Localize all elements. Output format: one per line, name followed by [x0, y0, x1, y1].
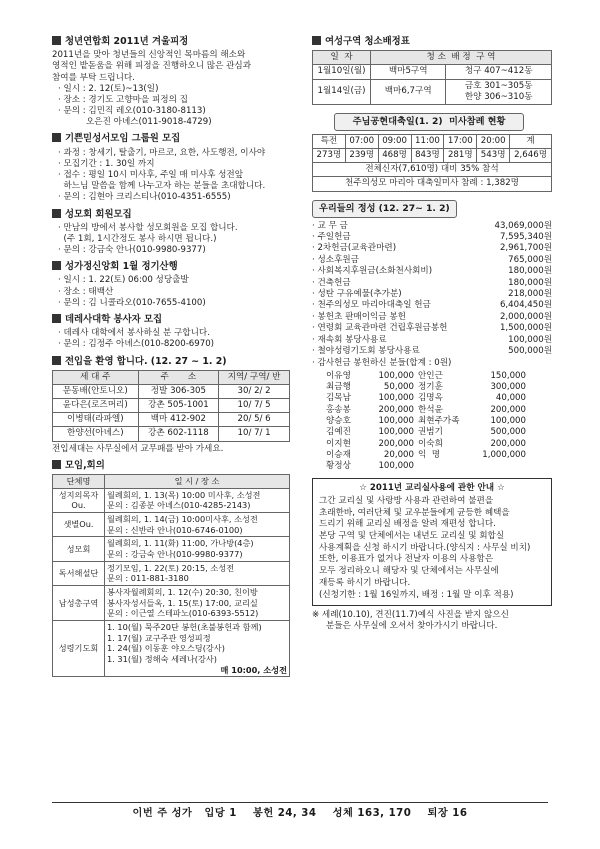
cell: 281명	[444, 149, 477, 163]
donor-name: 양승호	[326, 416, 351, 427]
donor-amount: 50,000	[383, 382, 414, 393]
notice-line: 사용계획을 신청 하시기 바랍니다.(양식지 : 사무실 비치)	[319, 542, 531, 553]
cell: 이병태(라파엘)	[53, 413, 139, 427]
bible-line: · 접수 : 평일 10시 미사후, 주일 매 미사후 성전앞	[58, 169, 244, 180]
cell-line: 한양 306~310동	[464, 91, 533, 102]
square-bullet-icon	[52, 261, 61, 270]
meeting-line: 봉사자월례회의, 1. 12(수) 20:30, 친이방	[107, 586, 258, 597]
donor-amount: 100,000	[378, 393, 414, 404]
donor-name: 김예진	[326, 427, 351, 438]
cell: 백마6,7구역	[371, 79, 446, 104]
item-label: · 사회복지후원금(소화천사회비)	[312, 266, 433, 277]
meeting-line: 1. 31(월) 정해숙 세레나(강사)	[107, 653, 217, 664]
item-label: · 2차헌금(교육관마련)	[312, 243, 397, 254]
donor-amount: 200,000	[490, 404, 526, 415]
square-bullet-icon	[52, 209, 61, 218]
column-header: 지역/ 구역/ 반	[219, 370, 290, 384]
donor-name: 익 명	[418, 450, 441, 461]
table-row	[53, 537, 290, 561]
square-bullet-icon	[312, 36, 321, 45]
attendance-total: 전체신자(7,610명) 대비 35% 참석	[313, 163, 552, 177]
list-item	[312, 232, 552, 243]
notice-title: ☆ 2011년 교리실사용에 관한 안내 ☆	[359, 482, 505, 493]
table-row	[53, 427, 290, 441]
cell: 문동배(안토니오)	[53, 384, 139, 398]
column-header: 11:00	[411, 134, 444, 148]
list-item	[312, 255, 552, 266]
square-bullet-icon	[52, 133, 61, 142]
donor-name: 이승재	[326, 450, 351, 461]
donor-amount: 40,000	[495, 393, 526, 404]
table-row	[53, 384, 290, 398]
column-header: 특전	[313, 134, 346, 148]
item-amount: 2,961,700원	[499, 243, 552, 254]
square-bullet-icon	[52, 314, 61, 323]
welcome-table	[52, 370, 290, 442]
meeting-line: 문의 : 김종분 아녜스(010-4285-2143)	[107, 500, 251, 511]
hiking-line: · 장소 : 태백산	[58, 286, 114, 297]
hiking-title: 성가정신앙회 1월 정기산행	[65, 261, 178, 273]
hiking-line: · 문의 : 김 니콜라오(010-7655-4100)	[58, 297, 206, 308]
cell: 1월14일(금)	[313, 79, 371, 104]
donor-amount: 150,000	[490, 370, 526, 381]
sodality-line: · 문의 : 강금숙 안나(010-9980-9377)	[58, 245, 206, 256]
list-item	[312, 346, 552, 357]
donor-name: 이지현	[326, 438, 351, 449]
meetings-section	[52, 460, 302, 677]
table-row	[53, 399, 290, 413]
list-item	[312, 221, 552, 232]
welcome-section	[52, 356, 302, 455]
hiking-line: · 일시 : 1. 22(토) 06:00 성당출발	[58, 275, 189, 286]
donor-grid	[326, 371, 552, 473]
column-header: 단체명	[53, 475, 105, 489]
section-title	[312, 36, 552, 48]
notice-line: 그간 교리실 및 사랑방 사용과 관련하여 불편을	[319, 496, 494, 506]
hymn-footer: 이번 주 성가 입당 1 봉헌 24, 34 성체 163, 170 퇴장 16	[52, 802, 548, 820]
item-amount: 6,404,450원	[499, 300, 552, 311]
item-label: · 봉헌초 판매이익금 봉헌	[312, 311, 406, 322]
table-row	[53, 561, 290, 585]
meeting-line: 봉사자성서들옥, 1. 15(토) 17:00, 교리실	[107, 597, 258, 608]
item-amount: 100,000원	[508, 334, 552, 345]
table-row	[53, 620, 290, 676]
donor-amount: 200,000	[378, 404, 414, 415]
intro-line: 영적인 밭돋움을 위해 피정을 진행하오니 많은 관심과	[52, 61, 252, 72]
footnote-line: 분들은 사무실에 오셔서 찾아가시기 바랍니다.	[326, 621, 498, 632]
donor-amount: 100,000	[378, 427, 414, 438]
column-header: 20:00	[477, 134, 510, 148]
volunteer-section	[52, 314, 302, 351]
meeting-line: 문의 : 이근열 스테파노(010-6393-5512)	[107, 608, 259, 619]
cell: 백마 412-902	[138, 413, 219, 427]
column-header: 세 대 주	[53, 370, 139, 384]
section-title	[52, 314, 302, 326]
group-name: 독서해설단	[53, 561, 105, 585]
meeting-line: 1. 10(월) 묵주20단 봉헌(초불봉헌과 함께)	[107, 621, 262, 632]
bible-line: · 문의 : 김현아 크리스티나(010-4351-6555)	[58, 192, 231, 203]
list-item	[312, 300, 552, 311]
donor-amount: 100,000	[378, 370, 414, 381]
thanks-heading: · 감사헌금 봉헌하신 분들(합계 : 0원)	[312, 357, 452, 368]
donor-amount: 100,000	[378, 461, 414, 472]
welcome-note: 전입세대는 사무실에서 교무패를 받아 가세요.	[52, 443, 224, 454]
table-row	[313, 65, 552, 79]
cell-line: 금호 301~305동	[464, 80, 533, 91]
cleaning-title: 여성구역 청소배정표	[325, 36, 410, 47]
square-bullet-icon	[52, 36, 61, 45]
cleaning-section	[312, 36, 552, 105]
list-item	[312, 312, 552, 323]
cell: 10/ 7/ 1	[219, 427, 290, 441]
section-title	[52, 356, 302, 368]
item-amount: 500,000원	[508, 346, 552, 357]
list-item	[312, 278, 552, 289]
donor-name: 이유영	[326, 370, 351, 381]
donor-name: 황정상	[326, 461, 351, 472]
meeting-line: 정기모임, 1. 22(토) 20:15, 소성전	[107, 562, 235, 573]
welcome-title: 전입을 환영 합니다. (12. 27 ~ 1. 2)	[65, 355, 227, 367]
cell: 2,646명	[510, 149, 552, 163]
item-label: · 재속회 봉당사용료	[312, 334, 387, 345]
meeting-line: 문의 : 신반라 안나(010-6746-0100)	[107, 524, 243, 535]
bible-line: · 모집기간 : 1. 30일 까지	[58, 158, 155, 169]
attendance-section	[312, 113, 552, 192]
cell: 30/ 2/ 2	[219, 384, 290, 398]
list-item	[312, 266, 552, 277]
donor-amount: 500,000	[490, 427, 526, 438]
table-row	[53, 512, 290, 536]
donor-amount: 1,000,000	[482, 450, 526, 461]
item-label: · 건축헌금	[312, 277, 351, 288]
list-item	[312, 335, 552, 346]
item-label: · 천주의성모 마리아대축일 헌금	[312, 300, 431, 311]
donor-name: 한석윤	[418, 404, 443, 415]
group-name: 성지의목자Ou.	[53, 488, 105, 512]
bible-study-section	[52, 133, 302, 203]
donor-amount: 200,000	[490, 438, 526, 449]
youth-title: 청년연합회 2011년 겨울피정	[65, 36, 189, 47]
item-label: · 연령회 교육관마련 건립후원금봉헌	[312, 323, 448, 334]
volunteer-title: 데레사대학 봉사자 모집	[65, 313, 163, 325]
donor-name: 최금행	[326, 382, 351, 393]
attendance-title: 주님공현대축일(1. 2) 미사참례 현황	[334, 113, 524, 131]
cell: 843명	[411, 149, 444, 163]
square-bullet-icon	[52, 356, 61, 365]
sodality-line: (주 1회, 1시간정도 봉사 하시면 됩니다.)	[58, 233, 217, 244]
meeting-line: 문의 : 011-881-3180	[107, 573, 189, 584]
item-label: · 주일헌금	[312, 231, 351, 242]
group-name: 성모회	[53, 537, 105, 561]
list-item	[312, 289, 552, 300]
donor-name: 최현주가족	[418, 416, 460, 427]
table-row	[53, 413, 290, 427]
section-title	[52, 36, 302, 48]
notice-line: 본당 구역 및 단체에서는 내년도 교리실 및 회합실	[319, 531, 505, 542]
group-name: 남성총구역	[53, 585, 105, 620]
group-name: 성령기도회	[53, 620, 105, 676]
sodality-line: · 만남의 방에서 봉사할 성모회원을 모집 합니다.	[58, 222, 238, 233]
item-amount: 180,000원	[508, 277, 552, 288]
notice-line: 드리기 위해 교리실 배정을 알려 재편성 합니다.	[319, 519, 496, 530]
item-label: · 교 무 금	[312, 220, 348, 231]
volunteer-line: · 문의 : 김정주 아녜스(010-8200-6970)	[58, 339, 215, 350]
table-row	[313, 79, 552, 104]
retreat-contact: 오은진 아녜스(011-9018-4729)	[86, 117, 212, 128]
donor-amount: 100,000	[490, 416, 526, 427]
donor-name: 홍송봉	[326, 404, 351, 415]
column-header: 07:00	[345, 134, 378, 148]
retreat-date: · 일시 : 2. 12(토)~13(일)	[58, 83, 159, 94]
bible-title: 기쁜믿성서모임 그룹원 모집	[65, 133, 181, 145]
item-amount: 2,000,000원	[499, 311, 552, 322]
table-row	[313, 149, 552, 163]
bible-line: · 과정 : 창세기, 탈출기, 마르코, 요한, 사도행전, 이사야	[58, 147, 266, 158]
donor-name: 김명옥	[418, 393, 443, 404]
meeting-line: 1. 17(월) 교구주관 영성피정	[107, 632, 211, 643]
left-column	[52, 36, 302, 682]
cell: 한양선(아녜스)	[53, 427, 139, 441]
meetings-table	[52, 474, 290, 677]
item-label: · 성소후원금	[312, 254, 359, 265]
section-title	[52, 261, 302, 273]
notice-line: 모두 정리하오니 해당자 및 단체에서는 사무실에	[319, 566, 499, 577]
table-row	[53, 585, 290, 620]
item-label: · 철야성령기도회 봉당사용료	[312, 346, 420, 357]
youth-retreat-section	[52, 36, 302, 128]
photo-footnote	[312, 610, 552, 632]
donor-name: 안인근	[418, 370, 443, 381]
section-title	[52, 209, 302, 221]
right-column	[312, 36, 552, 633]
column-header: 청 소 배 정 구 역	[371, 51, 552, 65]
retreat-place: · 장소 : 경기도 고향마을 피정의 집	[58, 94, 188, 105]
volunteer-line: · 데레사 대학에서 봉사하실 분 구합니다.	[58, 328, 210, 339]
cell: 543명	[477, 149, 510, 163]
notice-line: 재등록 하시기 바랍니다.	[319, 577, 411, 588]
offering-section	[312, 200, 552, 473]
item-amount: 765,000원	[508, 254, 552, 265]
item-amount: 1,500,000원	[499, 323, 552, 334]
notice-line: 초래한바, 여러단체 및 교우분들에게 균등한 혜택을	[319, 507, 510, 518]
cell: 백마5구역	[371, 65, 446, 79]
cell: 1월10일(월)	[313, 65, 371, 79]
donor-amount: 100,000	[378, 416, 414, 427]
column-header: 09:00	[378, 134, 411, 148]
sodality-title: 성모회 회원모집	[65, 208, 132, 220]
offering-list	[312, 221, 552, 369]
column-header: 일 자	[313, 51, 371, 65]
meeting-line: 월례회의, 1. 13(목) 10:00 미사후, 소성전	[107, 489, 261, 500]
cell: 청구 407~412동	[446, 65, 552, 79]
section-title	[52, 133, 302, 145]
notice-line: (신청기한 : 1월 16일까지, 배정 : 1월 말 이후 적용)	[319, 589, 514, 600]
donor-amount: 20,000	[383, 450, 414, 461]
hiking-section	[52, 261, 302, 309]
table-row	[53, 488, 290, 512]
column-header: 계	[510, 134, 552, 148]
section-title	[52, 460, 302, 472]
cell: 윤다은(로즈머리)	[53, 399, 139, 413]
item-label: · 성탄 구유예물(추가분)	[312, 289, 402, 300]
cleaning-table	[312, 50, 552, 105]
cell: 10/ 7/ 5	[219, 399, 290, 413]
meeting-line: 월례회의, 1. 14(금) 10:00미사후, 소성전	[107, 513, 258, 524]
donor-name: 정기훈	[418, 382, 443, 393]
donor-name: 김목남	[326, 393, 351, 404]
donor-amount: 200,000	[378, 438, 414, 449]
cell: 239명	[345, 149, 378, 163]
attendance-feast: 천주의성모 마리아 대축일미사 참례 : 1,382명	[313, 177, 552, 191]
offering-title: 우리들의 정성 (12. 27~ 1. 2)	[312, 200, 457, 218]
cell: 273명	[313, 149, 346, 163]
donor-name: 이숙희	[418, 438, 443, 449]
cell: 468명	[378, 149, 411, 163]
meeting-line: 1. 24(월) 이동훈 야오스딩(강사)	[107, 643, 225, 654]
meetings-title: 모임,회의	[65, 459, 105, 471]
square-bullet-icon	[52, 460, 61, 469]
classroom-notice	[312, 478, 552, 606]
attendance-table	[312, 134, 552, 192]
list-item	[312, 243, 552, 254]
column-header: 일 시 / 장 소	[105, 475, 290, 489]
bible-line: 하느님 말씀을 함께 나누고자 하는 분들을 초대합니다.	[58, 181, 266, 192]
meeting-line: 문의 : 강금숙 안나(010-9980-9377)	[107, 548, 243, 559]
sodality-section	[52, 209, 302, 257]
cell: 강촌 602-1118	[138, 427, 219, 441]
meeting-line: 월례회의, 1. 11(화) 11:00, 가나방(4층)	[107, 538, 254, 549]
column-header: 주 소	[138, 370, 219, 384]
item-amount: 218,000원	[508, 289, 552, 300]
donor-amount: 300,000	[490, 382, 526, 393]
cell: 20/ 5/ 6	[219, 413, 290, 427]
cell: 정발 306-305	[138, 384, 219, 398]
donor-name: 권범기	[418, 427, 443, 438]
meeting-line: 매 10:00, 소성전	[220, 664, 287, 675]
intro-line: 2011년을 맞아 청년들의 신앙적인 목마름의 해소와	[52, 50, 246, 61]
footnote-line: ※ 세례(10.10), 견진(11.7)예식 사진을 받지 않으신	[312, 610, 509, 621]
column-header: 17:00	[444, 134, 477, 148]
intro-line: 참여를 부탁 드립니다.	[52, 72, 135, 83]
item-amount: 180,000원	[508, 266, 552, 277]
retreat-contact: · 문의 : 김민직 레오(010-3180-8113)	[58, 106, 206, 117]
item-amount: 7,595,340원	[499, 231, 552, 242]
group-name: 샛별Ou.	[53, 512, 105, 536]
list-item	[312, 323, 552, 334]
cell: 강촌 505-1001	[138, 399, 219, 413]
notice-line: 또한, 이용표가 없거나 전날자 이용의 사용함은	[319, 554, 494, 565]
item-amount: 43,069,000원	[494, 220, 552, 231]
